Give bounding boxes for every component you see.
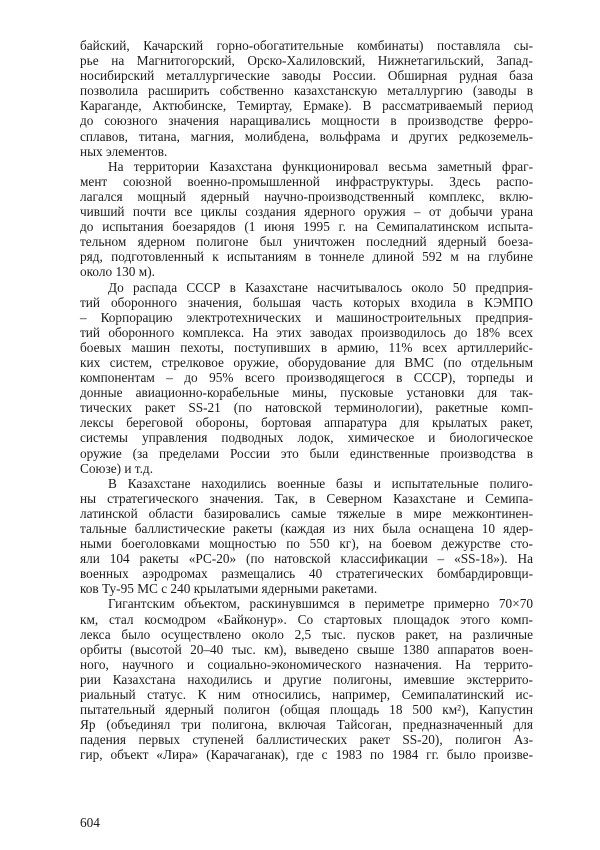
text-line: латинской области базировались самые тяжелые в мире межконтинен- bbox=[80, 505, 533, 521]
text-line: тальные баллистические ракеты (каждая из них была оснащена 10 ядер- bbox=[80, 521, 533, 536]
text-line: компонентам – до 95% всего производящегося в СССР), торпеды и bbox=[80, 370, 533, 386]
text-line: ного, научного и социально-экономического назначения. На террито- bbox=[80, 656, 533, 672]
text-line: байский, Качарский горно-обогатительные комбинаты) поставляла сы- bbox=[80, 38, 533, 53]
page-number: 604 bbox=[80, 815, 100, 830]
text-line: чивший почти все циклы создания ядерного оружия – от добычи урана bbox=[80, 204, 533, 220]
text-line: Союзе) и т.д. bbox=[80, 460, 154, 476]
text-line: лексы береговой обороны, бортовая аппаратура для крылатых ракет, bbox=[80, 415, 533, 431]
text-line: км, стал космодром «Байконур». Со стартовых площадок этого комп- bbox=[80, 611, 533, 627]
text-line: тических ракет SS-21 (по натовской терминологии), ракетные комп- bbox=[80, 400, 533, 416]
paragraph bbox=[80, 159, 533, 280]
text-line: В Казахстане находились военные базы и испытательные полиго- bbox=[108, 475, 533, 491]
text-line: риальный статус. К ним относились, например, Семипалатинский ис- bbox=[80, 687, 533, 703]
text-line: военных аэродромах размещались 40 стратегических бомбардировщи- bbox=[80, 566, 533, 582]
text-line: позволила расширить собственно казахстанскую металлургию (заводы в bbox=[80, 83, 533, 99]
text-line: тий оборонного комплекса. На этих заводах производилось до 18% всех bbox=[80, 324, 533, 340]
paragraph bbox=[80, 38, 533, 159]
text-line: тельном ядерном полигоне был уничтожен последний ядерный боеза- bbox=[80, 234, 533, 250]
text-line: до союзного значения наращивались мощности в производстве ферро- bbox=[80, 113, 533, 129]
text-line: до испытания боезарядов (1 июня 1995 г. на Семипалатинском испыта- bbox=[80, 219, 533, 235]
text-line: ряд, подготовленный к испытаниям в тоннеле длиной 592 м на глубине bbox=[80, 249, 533, 265]
text-line: орбиты (высотой 20–40 тыс. км), выведено свыше 1380 аппаратов воен- bbox=[80, 641, 533, 657]
text-line: яли 104 ракеты «РС-20» (по натовской классификации – «SS-18»). На bbox=[80, 551, 533, 567]
text-line: На территории Казахстана функционировал весьма заметный фраг- bbox=[108, 158, 533, 174]
text-line: лекса было осуществлено около 2,5 тыс. пусков ракет, на различные bbox=[80, 626, 533, 642]
text-line: рье на Магнитогорский, Орско-Халиловский, Нижнетагильский, Запад- bbox=[80, 53, 533, 69]
text-line: гир, объект «Лира» (Карачаганак), где с 1983 по 1984 гг. было произве- bbox=[80, 747, 533, 763]
paragraph bbox=[80, 280, 533, 476]
text-line: ких систем, стрелковое оружие, оборудование для ВМС (по отдельным bbox=[80, 354, 533, 370]
paragraph bbox=[80, 476, 533, 597]
text-line: пытательный ядерный полигон (общая площадь 18 500 км²), Капустин bbox=[80, 702, 533, 718]
text-line: – Корпорацию электротехнических и машиностроительных предприя- bbox=[80, 309, 533, 325]
text-line: ков Ту-95 МС с 240 крылатыми ядерными ракетами. bbox=[80, 581, 378, 597]
text-line: ны стратегического значения. Так, в Северном Казахстане и Семипа- bbox=[80, 490, 533, 506]
text-line: падения первых ступеней баллистических ракет SS-20), полигон Аз- bbox=[80, 732, 533, 748]
text-line: оружие (за пределами России это были единственные производства в bbox=[80, 445, 533, 461]
text-line: Яр (объединял три полигона, включая Тайсоган, предназначенный для bbox=[80, 717, 533, 733]
text-line: мент союзной военно-промышленной инфраструктуры. Здесь распо- bbox=[80, 173, 533, 189]
document-body bbox=[80, 38, 533, 763]
text-line: сплавов, титана, магния, молибдена, вольфрама и других редкоземель- bbox=[80, 128, 533, 144]
text-line: ных элементов. bbox=[80, 143, 168, 159]
text-line: боевых машин пехоты, поступивших в армию, 11% всех артиллерийс- bbox=[80, 339, 533, 355]
text-line: ными боеголовками мощностью по 550 кг), на боевом дежурстве сто- bbox=[80, 536, 533, 552]
text-line: системы управления подводных лодок, химическое и биологическое bbox=[80, 430, 533, 446]
text-line: Гигантским объектом, раскинувшимся в периметре примерно 70×70 bbox=[108, 596, 533, 612]
text-line: около 130 м). bbox=[80, 264, 155, 280]
text-line: тий оборонного значения, большая часть которых входила в КЭМПО bbox=[80, 294, 533, 310]
text-line: лагался мощный ядерный научно-производственный комплекс, вклю- bbox=[80, 188, 533, 204]
text-line: носибирский металлургические заводы России. Обширная рудная база bbox=[80, 68, 533, 84]
text-line: До распада СССР в Казахстане насчитывалось около 50 предприя- bbox=[108, 279, 533, 295]
text-line: донные авиационно-корабельные мины, пусковые установки для так- bbox=[80, 385, 533, 401]
paragraph bbox=[80, 596, 533, 762]
text-line: Караганде, Актюбинске, Темиртау, Ермаке). В рассматриваемый период bbox=[80, 98, 533, 114]
text-line: рии Казахстана находились и другие полигоны, имевшие экстеррито- bbox=[80, 671, 533, 687]
